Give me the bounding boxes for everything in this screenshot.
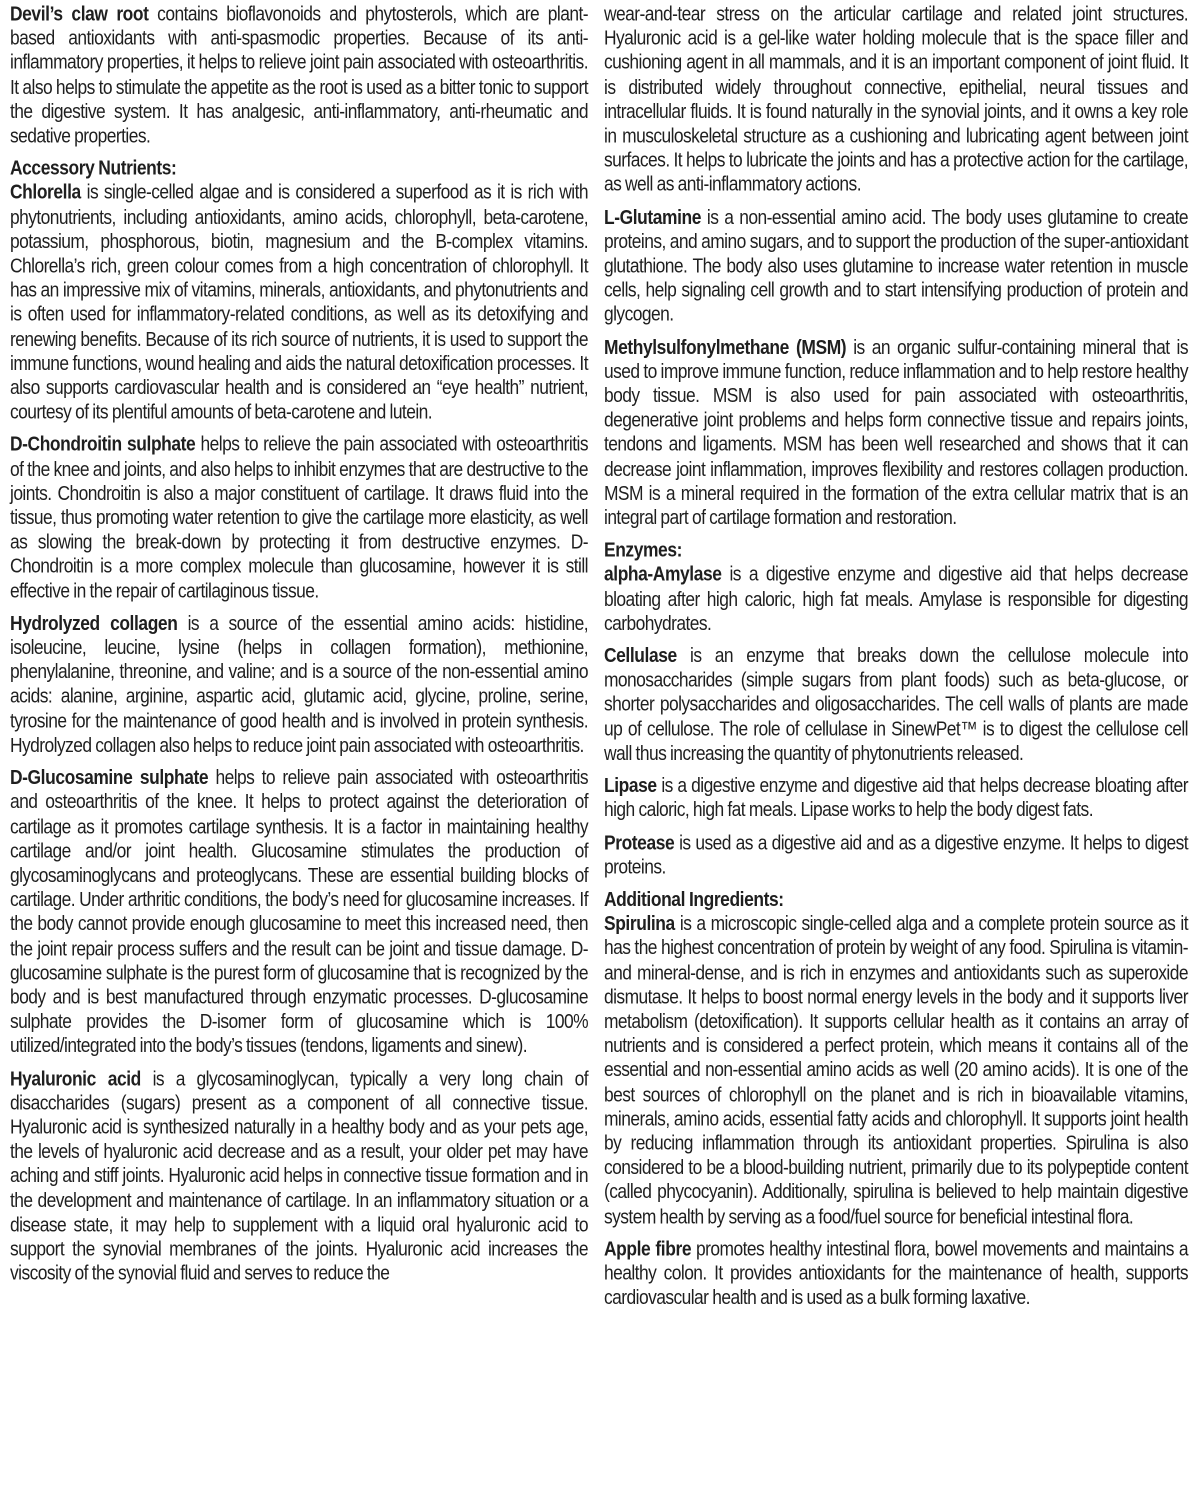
paragraph-devils-claw-root <box>10 2 588 148</box>
ingredient-description: helps to relieve the pain associated with osteoarthritis of the knee and joints, and also helps to inhibit enzymes that are destructive to the joints. Chondroitin is also a major constituent of cartilage. It draws fluid into the tissue, thus promoting water retention to give the cartilage more elasticity, as well as slowing the break-down by protecting it from destructive enzymes. D-Chondroitin is a more complex molecule than glucosamine, however it is still effective in the repair of cartilaginous tissue. <box>10 432 588 602</box>
ingredient-term: D-Glucosamine sulphate <box>10 765 209 789</box>
ingredient-description: is an enzyme that breaks down the cellulose molecule into monosaccharides (simple sugars from plant foods) such as beta-glucose, or shorter polysaccharides and oligosaccharides. The cell walls of plants are made up of cellulose. The role of cellulase in SinewPet™ is to digest the cellulose cell wall thus increasing the quantity of phytonutrients released. <box>604 643 1188 765</box>
paragraph-msm <box>604 335 1188 530</box>
ingredient-description: is a non-essential amino acid. The body uses glutamine to create proteins, and amino sugars, and to support the production of the super-antioxidant glutathione. The body also uses glutamine to increase water retention in muscle cells, help signaling cell growth and to start intensifying production of protein and glycogen. <box>604 205 1188 326</box>
ingredient-description: is single-celled algae and is considered a superfood as it is rich with phytonutrients, including antioxidants, amino acids, chlorophyll, beta-carotene, potassium, phosphorous, biotin, magnesium and the B-complex vitamins. Chlorella’s rich, green colour comes from a high concentration of chlorophyll. It has an impressive mix of vitamins, minerals, antioxidants, and phytonutrients and is often used for inflammatory-related conditions, as well as its detoxifying and renewing benefits. Because of its rich source of nutrients, it is used to support the immune functions, wound healing and aids the natural detoxification processes. It also supports cardiovascular health and is considered an “eye health” nutrient, courtesy of its plentiful amounts of beta-carotene and lutein. <box>10 180 588 424</box>
ingredient-term: L-Glutamine <box>604 205 702 229</box>
ingredient-description: is an organic sulfur-containing mineral that is used to improve immune function, reduce inflammation and to help restore healthy body tissue. MSM is also used for pain associated with osteoarthritis, degenerative joint problems and helps form connective tissue and repairs joints, tendons and ligaments. MSM has been well researched and shows that it can decrease joint inflammation, improves flexibility and restores collagen production. MSM is a mineral required in the formation of the extra cellular matrix that is an integral part of cartilage formation and restoration. <box>604 335 1188 529</box>
left-column <box>10 2 588 1294</box>
ingredient-term: Hydrolyzed collagen <box>10 611 178 635</box>
paragraph-chlorella <box>10 181 588 425</box>
ingredient-description: contains bioflavonoids and phytosterols, which are plant-based antioxidants with anti-spasmodic properties. Because of its anti-inflammatory properties, it helps to relieve joint pain associated with osteoarthritis. It also helps to stimulate the appetite as the root is used as a bitter tonic to support the digestive system. It has analgesic, anti-inflammatory, anti-rheumatic and sedative properties. <box>10 2 589 147</box>
paragraph-hyaluronic-acid-continued: wear-and-tear stress on the articular cartilage and related joint structures. Hyaluronic acid is a gel-like water holding molecule that is the space filler and cushioning agent in all mammals, and it is an important component of joint fluid. It is distributed widely throughout connective, epithelial, neural tissues and intracellular fluids. It is found naturally in the synovial joints, and it owns a key role in musculoskeletal structure as a cushioning and lubricating agent between joint surfaces. It helps to lubricate the joints and has a protective action for the cartilage, as well as anti-inflammatory actions. <box>604 2 1188 196</box>
paragraph-d-chondroitin-sulphate <box>10 433 588 604</box>
ingredient-term: Lipase <box>604 773 657 797</box>
right-column <box>604 2 1188 1318</box>
ingredient-description: promotes healthy intestinal flora, bowel movements and maintains a healthy colon. It provides antioxidants for the maintenance of health, supports cardiovascular health and is used as a bulk forming laxative. <box>604 1236 1188 1309</box>
paragraph-d-glucosamine-sulphate <box>10 766 588 1059</box>
paragraph-cellulase <box>604 644 1188 766</box>
ingredient-term: Methylsulfonylmethane (MSM) <box>604 335 847 359</box>
ingredient-term: Cellulase <box>604 643 677 667</box>
paragraph-apple-fibre <box>604 1237 1188 1310</box>
ingredient-description: is a source of the essential amino acids: histidine, isoleucine, leucine, lysine (helps in collagen formation), methionine, phenylalanine, threonine, and valine; and is a source of the non-essential amino acids: alanine, arginine, aspartic acid, glutamic acid, glycine, proline, serine, tyrosine for the maintenance of good health and is involved in protein synthesis. Hydrolyzed collagen also helps to reduce joint pain associated with osteoarthritis. <box>10 611 588 757</box>
paragraph-spirulina <box>604 912 1188 1229</box>
ingredient-term: D-Chondroitin sulphate <box>10 432 196 456</box>
paragraph-hydrolyzed-collagen <box>10 611 588 757</box>
paragraph-protease <box>604 831 1188 880</box>
ingredient-term: alpha-Amylase <box>604 562 722 586</box>
paragraph-alpha-amylase <box>604 563 1188 636</box>
paragraph-lipase <box>604 774 1188 823</box>
ingredient-description: is a digestive enzyme and digestive aid that helps decrease bloating after high caloric, high fat meals. Lipase works to help the body digest fats. <box>604 773 1188 822</box>
paragraph-l-glutamine <box>604 205 1188 327</box>
ingredient-description: is a glycosaminoglycan, typically a very long chain of disaccharides (sugars) present as a component of all connective tissue. Hyaluronic acid is synthesized naturally in a healthy body and as your pets age, the levels of hyaluronic acid decrease and as a result, your older pet may have aching and stiff joints. Hyaluronic acid helps in connective tissue formation and in the development and maintenance of cartilage. In an inflammatory situation or a disease state, it may help to supplement with a liquid oral hyaluronic acid to support the synovial membranes of the joints. Hyaluronic acid increases the viscosity of the synovial fluid and serves to reduce the <box>10 1066 588 1285</box>
paragraph-hyaluronic-acid <box>10 1066 588 1285</box>
ingredient-term: Devil’s claw root <box>10 2 149 25</box>
ingredient-term: Apple fibre <box>604 1236 692 1260</box>
ingredient-description: helps to relieve pain associated with osteoarthritis and osteoarthritis of the knee. It helps to protect against the deterioration of cartilage as it promotes cartilage synthesis. It is a factor in maintaining healthy cartilage and/or joint health. Glucosamine stimulates the production of glycosaminoglycans and proteoglycans. These are essential building blocks of cartilage. Under arthritic conditions, the body’s need for glucosamine increases. If the body cannot provide enough glucosamine to meet this increased need, then the joint repair process suffers and the result can be joint and tissue damage. D-glucosamine sulphate is the purest form of glucosamine that is recognized by the body and is best manufactured through enzymatic processes. D-glucosamine sulphate provides the D-isomer form of glucosamine which is 100% utilized/integrated into the body’s tissues (tendons, ligaments and sinew). <box>10 765 588 1057</box>
section-heading-enzymes: Enzymes: <box>604 538 682 562</box>
ingredient-term: Spirulina <box>604 911 675 935</box>
section-heading-accessory-nutrients: Accessory Nutrients: <box>10 156 177 180</box>
ingredient-description: is a microscopic single-celled alga and a complete protein source as it has the highest concentration of protein by weight of any food. Spirulina is vitamin- and mineral-dense, and is rich in enzymes and antioxidants such as superoxide dismutase. It helps to boost normal energy levels in the body and it supports liver metabolism (detoxification). It supports cellular health as it contains an array of nutrients and is considered a perfect protein, which means it contains all of the essential and non-essential amino acids as well (20 amino acids). It is one of the best sources of chlorophyll on the planet and is rich in bioavailable vitamins, minerals, amino acids, essential fatty acids and chlorophyll. It supports joint health by reducing inflammation through its antioxidant properties. Spirulina is also considered to be a blood-building nutrient, primarily due to its polypeptide content (called phycocyanin). Additionally, spirulina is believed to help maintain digestive system health by serving as a food/fuel source for beneficial intestinal flora. <box>604 911 1188 1228</box>
section-heading-additional-ingredients: Additional Ingredients: <box>604 887 784 911</box>
ingredient-term: Hyaluronic acid <box>10 1066 141 1090</box>
ingredient-term: Protease <box>604 830 675 854</box>
ingredient-term: Chlorella <box>10 180 81 204</box>
ingredient-description: is used as a digestive aid and as a digestive enzyme. It helps to digest proteins. <box>604 830 1188 878</box>
ingredient-description: is a digestive enzyme and digestive aid that helps decrease bloating after high caloric, high fat meals. Amylase is responsible for digesting carbohydrates. <box>604 562 1188 635</box>
